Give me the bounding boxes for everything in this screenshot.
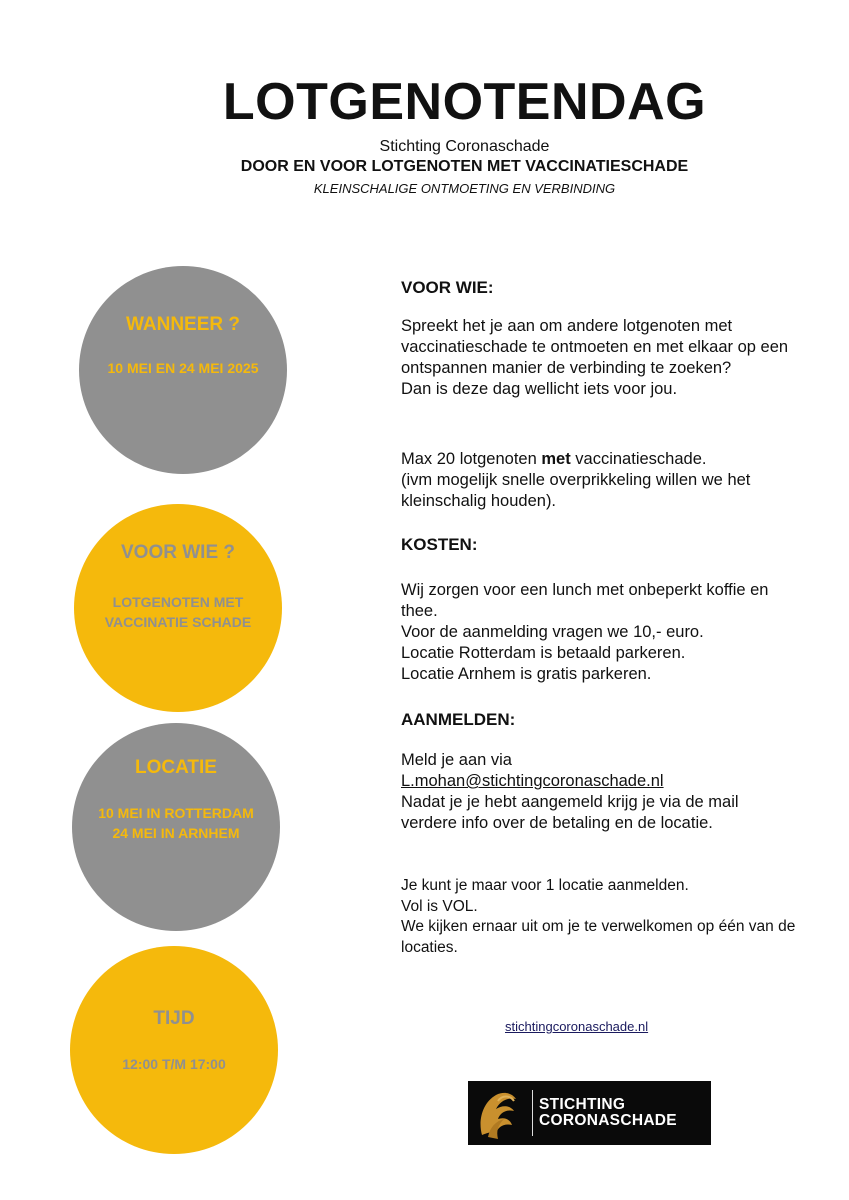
max-prefix: Max 20 lotgenoten <box>401 450 542 468</box>
circle-wanneer <box>79 266 287 474</box>
circle-heading: TIJD <box>153 1008 195 1029</box>
logo-line-1: STICHTING <box>539 1096 626 1113</box>
circle-tijd <box>70 946 278 1154</box>
circle-locatie <box>72 723 280 931</box>
website-link[interactable]: stichtingcoronaschade.nl <box>505 1019 649 1034</box>
aanmelden-intro: Meld je aan via <box>401 751 512 769</box>
circle-heading: LOCATIE <box>135 757 217 778</box>
subtitle: DOOR EN VOOR LOTGENOTEN MET VACCINATIESCHADE <box>240 158 689 175</box>
aanmelden-note: Je kunt je maar voor 1 locatie aanmelden. Vol is VOL. We kijken ernaar uit om je te verwelkomen op één van de locaties. <box>401 877 796 956</box>
circle-body: LOTGENOTEN MET VACCINATIE SCHADE <box>104 594 252 630</box>
logo-text <box>539 1097 677 1129</box>
kosten-title: KOSTEN: <box>401 535 478 554</box>
max-suffix: vaccinatieschade. <box>570 450 707 468</box>
circle-heading: VOOR WIE ? <box>121 542 235 563</box>
circle-heading: WANNEER ? <box>126 314 240 335</box>
aanmelden-title: AANMELDEN: <box>401 710 516 729</box>
circle-voor-wie <box>74 504 282 712</box>
organization-name: Stichting Coronaschade <box>379 138 550 155</box>
logo-divider <box>532 1090 533 1136</box>
voor-wie-paragraph: Spreekt het je aan om andere lotgenoten met vaccinatieschade te ontmoeten en met elkaar op een ontspannen manier de verbinding te zoeken? Dan is deze dag wellicht iets voor jou. <box>401 317 789 398</box>
tagline: KLEINSCHALIGE ONTMOETING EN VERBINDING <box>313 181 616 196</box>
max-participants <box>401 449 811 470</box>
max-bold: met <box>541 450 571 468</box>
circle-body: 10 MEI EN 24 MEI 2025 <box>107 360 259 376</box>
max-note: (ivm mogelijk snelle overprikkeling willen we het kleinschalig houden). <box>401 471 751 510</box>
aanmelden-after: Nadat je je hebt aangemeld krijg je via de mail verdere info over de betaling en de locatie. <box>401 793 739 832</box>
circle-body: 10 MEI IN ROTTERDAM 24 MEI IN ARNHEM <box>98 805 254 841</box>
email-link[interactable]: L.mohan@stichtingcoronaschade.nl <box>401 772 664 790</box>
voor-wie-title: VOOR WIE: <box>401 278 494 297</box>
circle-body: 12:00 T/M 17:00 <box>122 1056 226 1072</box>
lion-icon <box>468 1081 528 1145</box>
kosten-lines: Wij zorgen voor een lunch met onbeperkt koffie en thee. Voor de aanmelding vragen we 10,- euro. Locatie Rotterdam is betaald parkeren. Locatie Arnhem is gratis parkeren. <box>401 581 769 683</box>
logo <box>468 1081 711 1145</box>
page-title: LOTGENOTENDAG <box>222 73 707 131</box>
logo-line-2: CORONASCHADE <box>539 1112 677 1129</box>
